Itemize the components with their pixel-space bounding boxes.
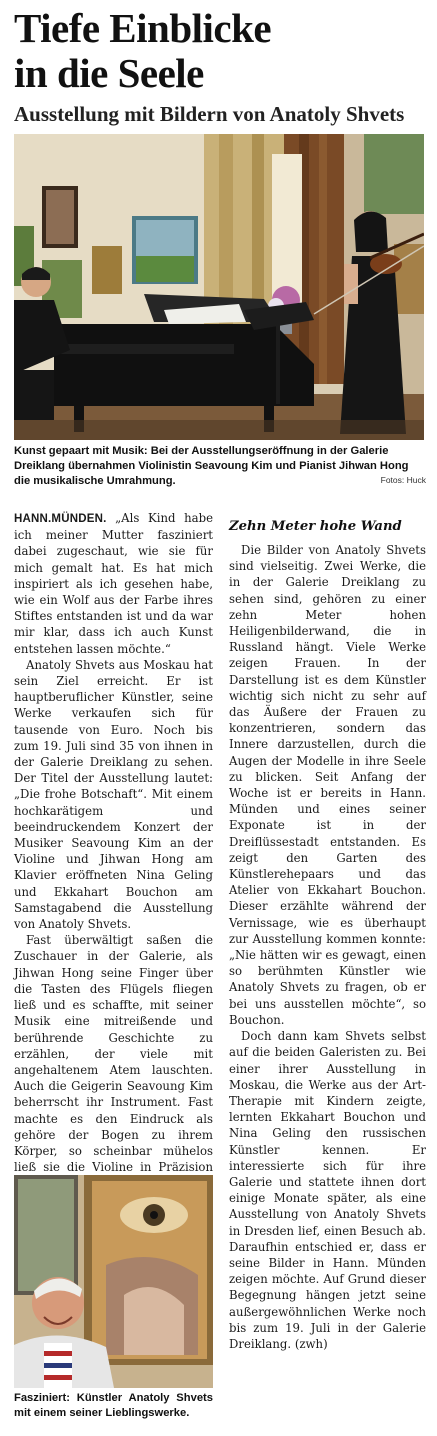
dateline: HANN.MÜNDEN. [14,513,107,525]
portrait-photo-caption: Fasziniert: Künstler Anatoly Shvets mit einem seiner Lieblingswerke. [14,1392,213,1419]
paragraph-5: Doch dann kam Shvets selbst auf die beiden Galeristen zu. Bei einer ihrer Ausstellung in Moskau, die Werke aus der Art-Therapie mit Kindern zeigte, lernten Ekkahart Bouchon und Nina Geling den russischen Künstler kennen. Er interessierte sich für ihre Galerie und stattete ihnen dort einige Monate später, als eine Ausstellung von Anatoly Shvets in Dresden lief, einen Besuch ab. Daraufhin entschied er, dass er seine Bilder in Hann. Münden zeigen möchte. Auf Grund dieser Begegnung hängen jetzt seine außergewöhnlichen Werke noch bis zum 19. Juli in der Galerie Dreiklang. (zwh) [229,1029,426,1351]
headline-line-2: in die Seele [14,50,204,96]
paragraph-4: Die Bilder von Anatoly Shvets sind vielseitig. Zwei Werke, die in der Galerie Dreiklang zu sehen sind, gehören zu einer zehn Meter hohen Heiligenbilderwand, die in Russland hängt. Viele Werke zeigen Frauen. In der Darstellung ist es dem Künstler wichtig sich nicht zu sehr auf das Äußere der Frauen zu konzentrieren, sondern das Innere darzustellen, durch die Augen der Modelle in ihre Seele zu blicken. Seit Anfang der Woche ist er bereits in Hann. Münden und eines seiner Exponate ist in der Dreiflüssestadt entstanden. Es zeigt den Garten des Künstlerehepaars und das Atelier von Ekkahart Bouchon. Dieser erzählte während der Vernissage, wie es überhaupt zur Ausstellung kommen konnte: „Nie hätten wir es gewagt, einen so berühmten Künstler wie Anatoly Shvets zu fragen, ob er bei uns ausstellen möchte“, so Bouchon. [229,543,426,1027]
photo-credit: Fotos: Huck [380,475,426,485]
paragraph-1-text: „Als Kind habe ich meiner Mutter fasziniert dabei zugeschaut, wie sie für mich gemalt hat. Es hat mich inspiriert als ich gesehen habe, wie ein Wolf aus der Farbe ihres Stiftes entstanden ist und da war mir klar, dass ich auch Kunst entstehen lassen möchte.“ [14,511,213,656]
subheadline: Ausstellung mit Bildern von Anatoly Shvets [14,102,405,126]
concert-photo-illustration [14,134,424,440]
artist-portrait-illustration [14,1175,213,1388]
main-caption-text: Kunst gepaart mit Musik: Bei der Ausstellungseröffnung in der Galerie Dreiklang übernahmen Violinistin Seavoung Kim und Pianist Jihwan Hong die musikalische Umrahmung. [14,445,409,487]
portrait-photo [14,1175,213,1388]
article-column-right [229,510,426,1352]
section-subheading: Zehn Meter hohe Wand [229,519,402,534]
paragraph-3: Fast überwältigt saßen die Zuschauer in der Galerie, als Jihwan Hong seine Finger über die Tasten des Flügels fliegen ließ und es schaffte, mit seiner Musik eine mitreißende und berührende Geschichte zu erzählen, der viele mit angehaltenem Atem lauschten. Auch die Geigerin Seavoung Kim beherrscht ihr Instrument. Fast machte es den Eindruck als gehöre der Bogen zu ihrem Körper, so scheinbar mühelos ließ sie die Violine in Präzision [14,933,213,1175]
main-photo-caption [14,444,426,489]
paragraph-2: Anatoly Shvets aus Moskau hat sein Ziel erreicht. Er ist hauptberuflicher Künstler, seine Werke verkaufen sich für tausende von Euro. Noch bis zum 19. Juli sind 35 von ihnen in der Galerie Dreiklang zu sehen. Der Titel der Ausstellung lautet: „Die frohe Botschaft“. Mit einem hochkarätigem und beeindruckendem Konzert der Musiker Seavoung Kim an der Violine und Jihwan Hong am Klavier eröffneten Nina Geling und Ekkahart Bouchon am Samstagabend die Ausstellung von Anatoly Shvets. [14,657,213,932]
main-photo [14,134,424,440]
headline [14,6,424,96]
article-column-left [14,510,213,1224]
paragraph-1 [14,510,213,657]
headline-line-1: Tiefe Einblicke [14,5,272,51]
